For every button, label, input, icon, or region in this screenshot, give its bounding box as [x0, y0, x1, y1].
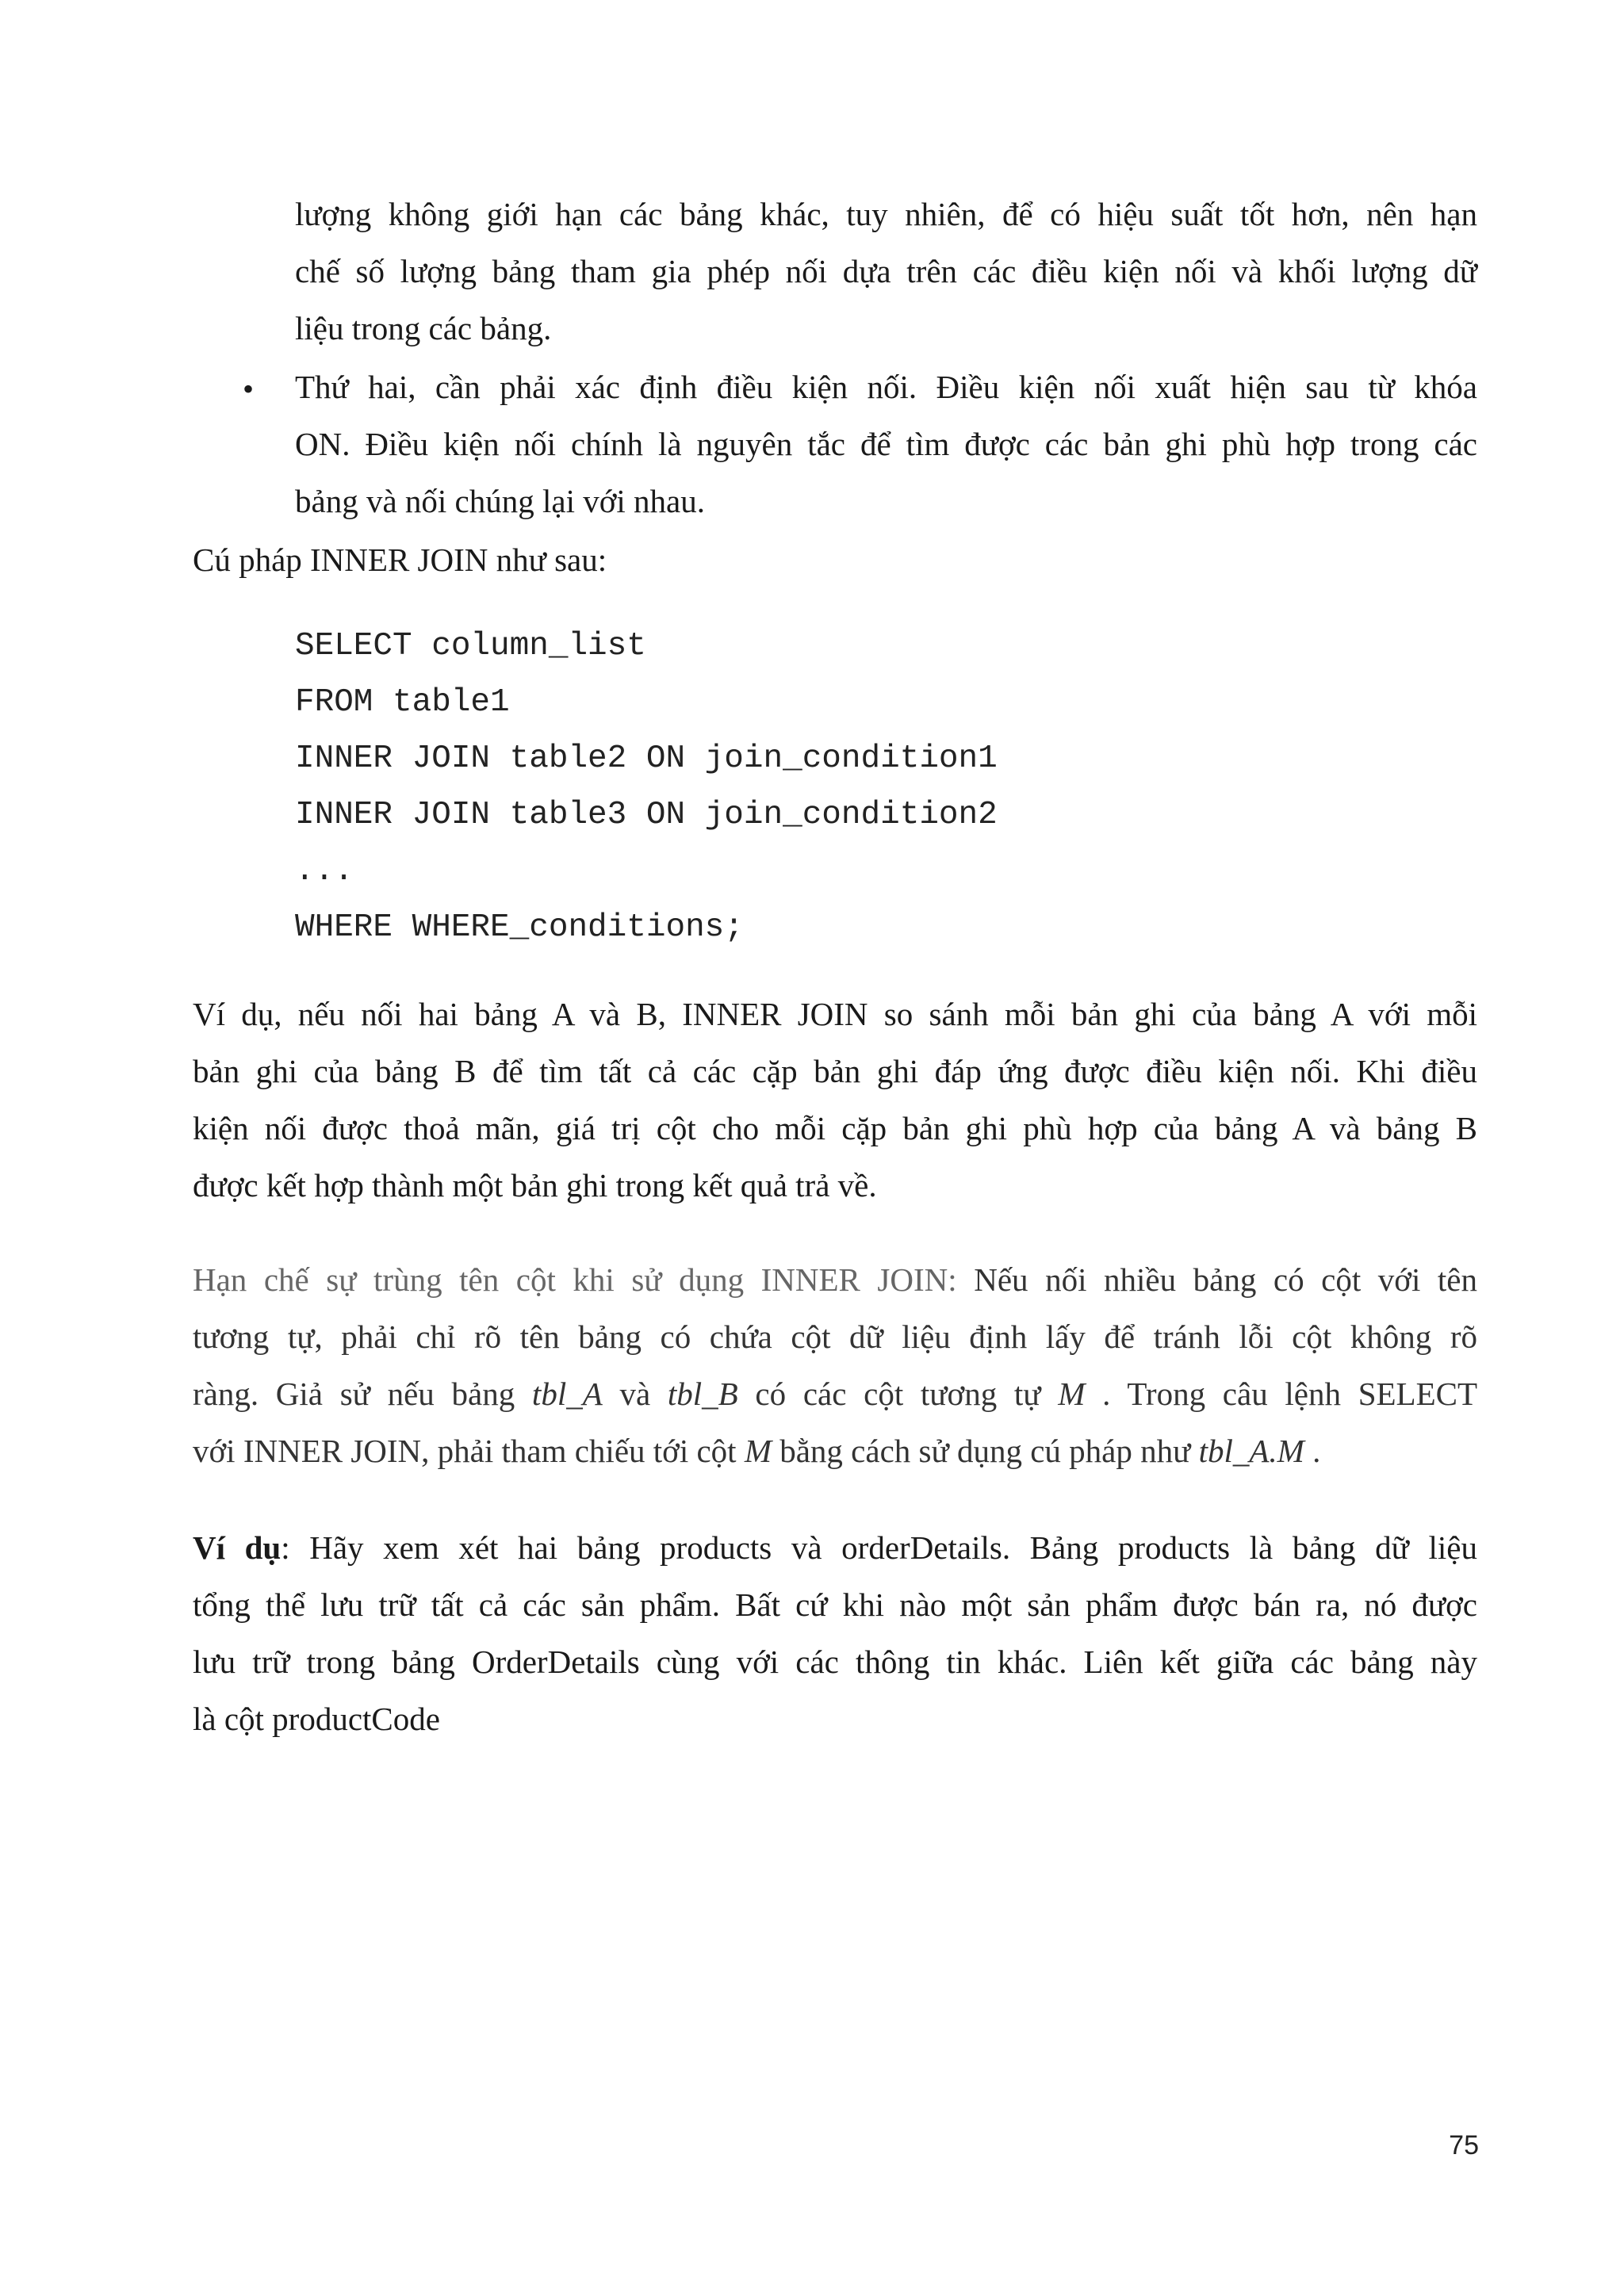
text-line: chế số lượng bảng tham gia phép nối dựa trên các điều kiện nối và khối lượng dữ — [295, 253, 1477, 289]
text-line — [193, 1365, 1477, 1422]
bullet-item — [295, 358, 1477, 530]
note-text: bằng cách sử dụng cú pháp như — [771, 1433, 1199, 1469]
example-paragraph — [193, 985, 1477, 1214]
note-text: . Trong câu lệnh SELECT — [1085, 1376, 1478, 1412]
code-block — [295, 618, 998, 956]
note-text: Nếu nối nhiều bảng có cột với tên — [956, 1261, 1477, 1298]
text-line — [193, 1251, 1477, 1308]
note-text: có các cột tương tự — [737, 1376, 1059, 1412]
text-line — [193, 1519, 1477, 1576]
note-lead: Hạn chế sự trùng tên cột khi sử dụng INNER JOIN: — [193, 1261, 957, 1298]
text-line: Thứ hai, cần phải xác định điều kiện nối. Điều kiện nối xuất hiện sau từ khóa — [295, 369, 1477, 405]
example-products-paragraph — [193, 1519, 1477, 1747]
text-line: ON. Điều kiện nối chính là nguyên tắc để tìm được các bản ghi phù hợp trong các — [295, 426, 1477, 462]
text-line: Cú pháp INNER JOIN như sau: — [193, 541, 607, 578]
continuation-paragraph — [295, 186, 1477, 357]
table-name-a: tbl_A — [531, 1376, 603, 1412]
code-line: ... — [295, 853, 354, 890]
column-name-m: M — [1058, 1376, 1086, 1412]
text-line: Ví dụ, nếu nối hai bảng A và B, INNER JOIN so sánh mỗi bản ghi của bảng A với mỗi — [193, 996, 1477, 1032]
text-line: bản ghi của bảng B để tìm tất cả các cặp bản ghi đáp ứng được điều kiện nối. Khi điều — [193, 1053, 1477, 1089]
note-text: với INNER JOIN, phải tham chiếu tới cột — [193, 1433, 745, 1469]
text-line: kiện nối được thoả mãn, giá trị cột cho mỗi cặp bản ghi phù hợp của bảng A và bảng B — [193, 1110, 1477, 1146]
table-name-b: tbl_B — [667, 1376, 738, 1412]
example-label: Ví dụ — [193, 1529, 282, 1566]
text-line: lưu trữ trong bảng OrderDetails cùng với các thông tin khác. Liên kết giữa các bảng này — [193, 1644, 1477, 1680]
example-text: : Hãy xem xét hai bảng products và orderDetails. Bảng products là bảng dữ liệu — [281, 1529, 1477, 1566]
note-text: và — [602, 1376, 668, 1412]
text-line: lượng không giới hạn các bảng khác, tuy nhiên, để có hiệu suất tốt hơn, nên hạn — [295, 196, 1477, 232]
text-line: được kết hợp thành một bản ghi trong kết quả trả về. — [193, 1167, 877, 1203]
code-line: WHERE WHERE_conditions; — [295, 909, 744, 946]
note-text: . — [1304, 1433, 1321, 1469]
text-line — [193, 1422, 1477, 1479]
text-line: liệu trong các bảng. — [295, 310, 552, 346]
bullet-icon: • — [243, 371, 255, 407]
code-line: INNER JOIN table2 ON join_condition1 — [295, 740, 998, 777]
note-text: ràng. Giả sử nếu bảng — [193, 1376, 532, 1412]
column-ambiguity-note — [193, 1251, 1477, 1479]
syntax-intro — [193, 531, 1477, 588]
text-line: tổng thể lưu trữ tất cả các sản phẩm. Bất cứ khi nào một sản phẩm được bán ra, nó được — [193, 1586, 1477, 1623]
column-name-m: M — [744, 1433, 772, 1469]
page-number: 75 — [1449, 2130, 1479, 2160]
text-line: là cột productCode — [193, 1701, 440, 1737]
code-line: INNER JOIN table3 ON join_condition2 — [295, 797, 998, 833]
text-line: bảng và nối chúng lại với nhau. — [295, 483, 705, 519]
code-line: FROM table1 — [295, 684, 510, 721]
text-line: tương tự, phải chỉ rõ tên bảng có chứa cột dữ liệu định lấy để tránh lỗi cột không rõ — [193, 1318, 1477, 1355]
code-line: SELECT column_list — [295, 628, 646, 664]
qualified-column-ref: tbl_A.M — [1198, 1433, 1304, 1469]
